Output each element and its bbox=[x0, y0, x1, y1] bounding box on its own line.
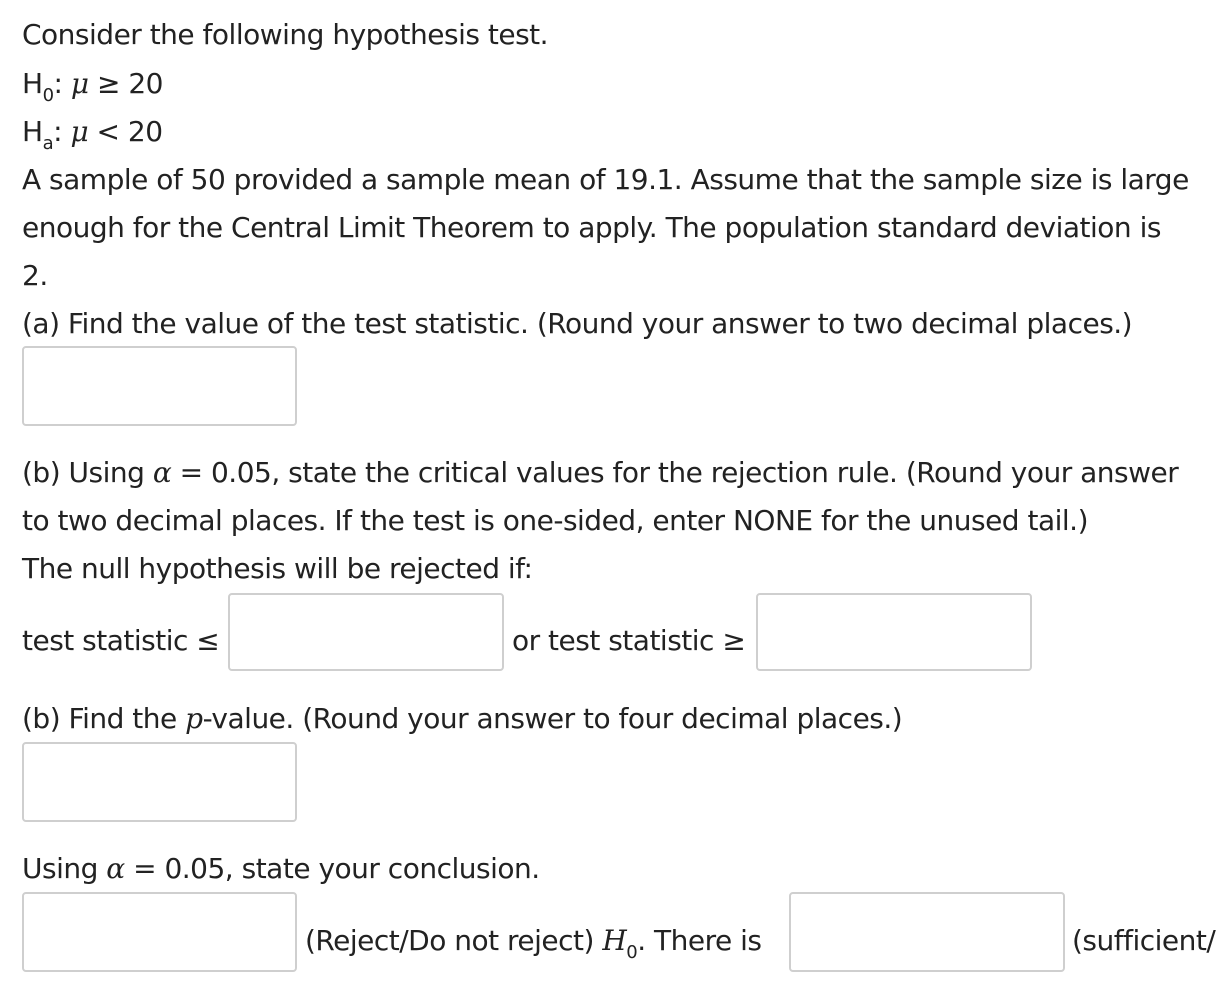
upper-critical-input[interactable] bbox=[756, 593, 1032, 671]
p-value-pre: (b) Find the bbox=[22, 702, 186, 735]
ha-letter: H bbox=[22, 115, 43, 148]
null-hypothesis bbox=[22, 67, 163, 105]
reject-label-pre: (Reject/Do not reject) bbox=[305, 924, 603, 957]
h0-relation: ≥ 20 bbox=[88, 67, 163, 100]
conclusion-prompt bbox=[22, 852, 540, 886]
conclusion-post: = 0.05, state your conclusion. bbox=[124, 852, 540, 885]
alternative-hypothesis bbox=[22, 115, 163, 153]
sufficient-label: (sufficient/ bbox=[1072, 924, 1216, 957]
problem-line-1: A sample of 50 provided a sample mean of 19.1. Assume that the sample size is large bbox=[22, 163, 1189, 196]
h0-symbol-subscript: 0 bbox=[626, 942, 638, 963]
lower-critical-label: test statistic ≤ bbox=[22, 624, 220, 657]
evidence-input[interactable] bbox=[789, 892, 1065, 972]
h0-letter: H bbox=[22, 67, 43, 100]
conclusion-alpha: α bbox=[106, 852, 125, 885]
h0-subscript: 0 bbox=[42, 85, 54, 106]
reject-label-post: . There is bbox=[637, 924, 762, 957]
upper-critical-label: or test statistic ≥ bbox=[512, 624, 746, 657]
part-b-post: = 0.05, state the critical values for the rejection rule. (Round your answer bbox=[171, 456, 1179, 489]
reject-label bbox=[305, 924, 762, 962]
part-b-prompt-line-2: to two decimal places. If the test is one-sided, enter NONE for the unused tail.) bbox=[22, 504, 1088, 537]
lower-critical-input[interactable] bbox=[228, 593, 504, 671]
h0-mu: μ bbox=[70, 67, 89, 100]
problem-line-3: 2. bbox=[22, 259, 48, 292]
p-letter: p bbox=[185, 702, 203, 735]
reject-decision-input[interactable] bbox=[22, 892, 297, 972]
ha-subscript: a bbox=[42, 133, 54, 154]
p-value-input[interactable] bbox=[22, 742, 297, 822]
p-value-post: -value. (Round your answer to four decimal places.) bbox=[202, 702, 903, 735]
ha-colon: : bbox=[53, 115, 71, 148]
ha-mu: μ bbox=[70, 115, 89, 148]
p-value-prompt bbox=[22, 702, 902, 736]
part-a-prompt: (a) Find the value of the test statistic. (Round your answer to two decimal places.) bbox=[22, 307, 1133, 340]
conclusion-pre: Using bbox=[22, 852, 107, 885]
intro-text: Consider the following hypothesis test. bbox=[22, 18, 549, 51]
alpha-symbol: α bbox=[152, 456, 172, 489]
h0-symbol: H bbox=[602, 924, 627, 957]
part-b-pre: (b) Using bbox=[22, 456, 153, 489]
test-statistic-input[interactable] bbox=[22, 346, 297, 426]
ha-relation: < 20 bbox=[88, 115, 163, 148]
part-b-prompt-line-1 bbox=[22, 456, 1178, 490]
h0-colon: : bbox=[53, 67, 71, 100]
rejection-rule-text: The null hypothesis will be rejected if: bbox=[22, 552, 533, 585]
problem-line-2: enough for the Central Limit Theorem to apply. The population standard deviation is bbox=[22, 211, 1161, 244]
